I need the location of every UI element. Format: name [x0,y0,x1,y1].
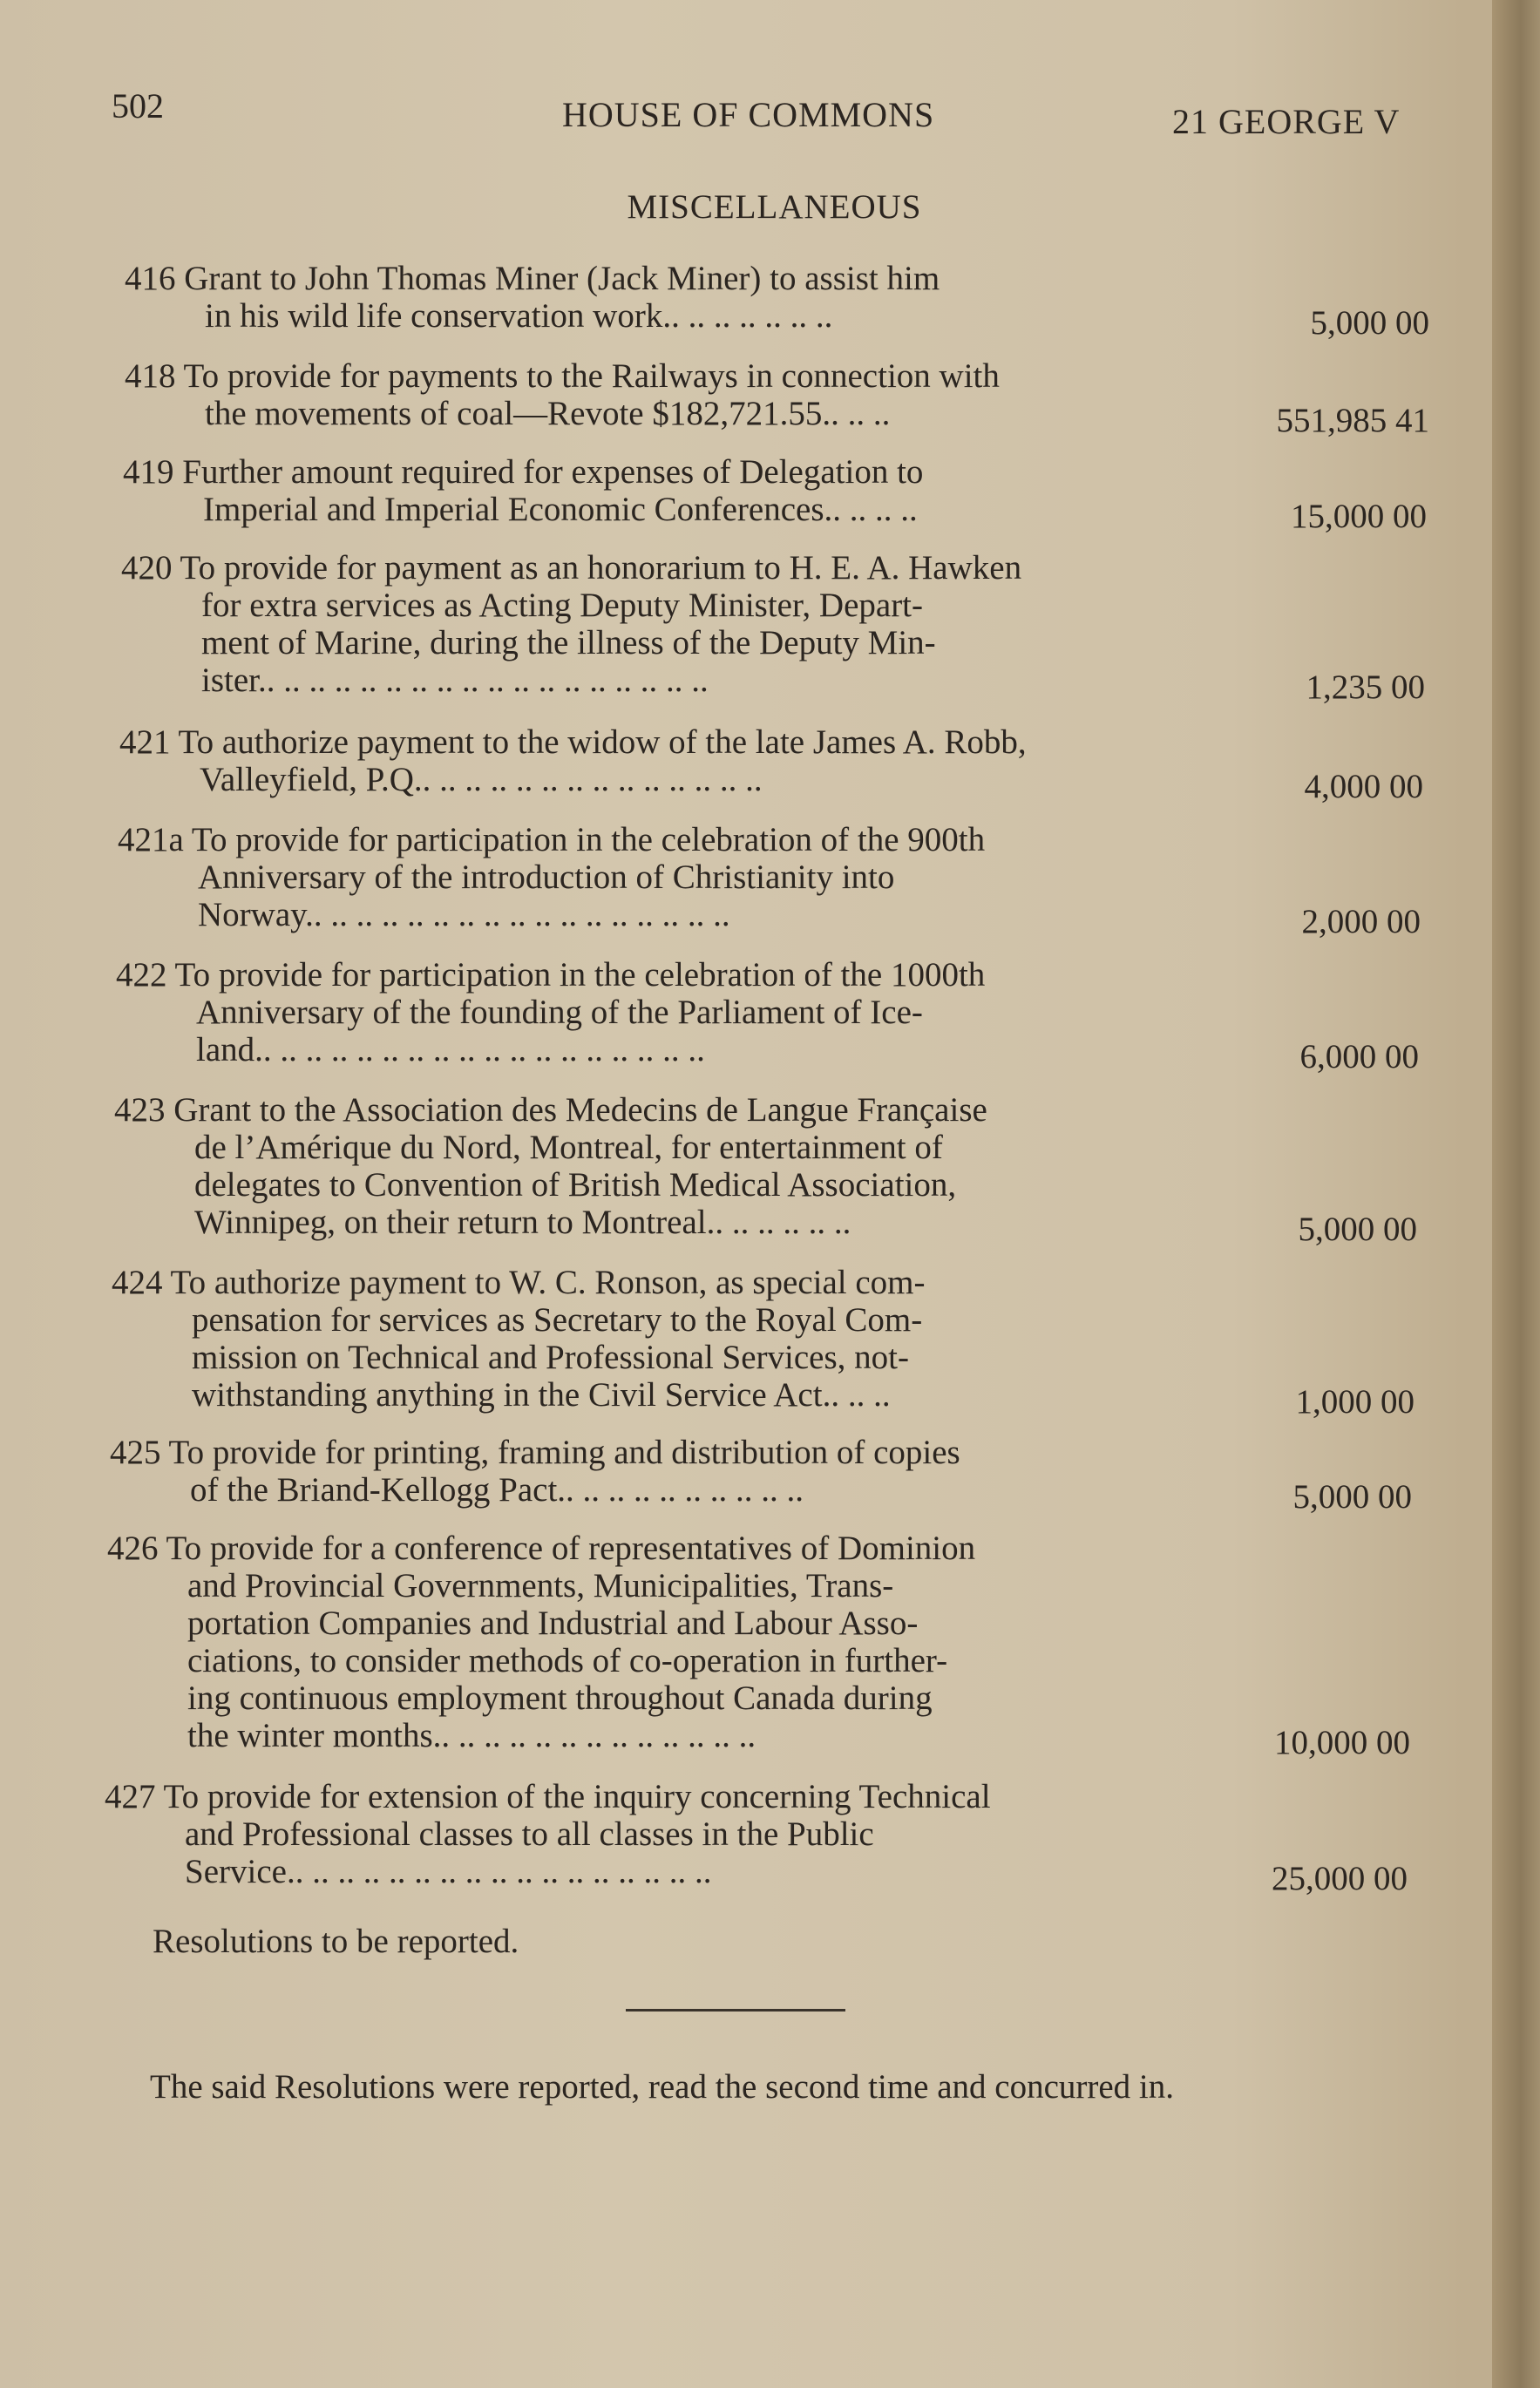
entry-text: the movements of coal—Revote $182,721.55.. .. .. [205,395,891,432]
entry-text: To provide for extension of the inquiry concerning Technical [163,1778,991,1815]
entry-line [112,1264,1253,1301]
entry-amount: 5,000 00 [1292,1478,1412,1516]
entry-number: 420 [121,549,173,587]
entry-line [114,1091,1256,1129]
entry-line [121,587,1263,624]
entry-amount: 6,000 00 [1299,1038,1419,1075]
entry-number: 416 [125,260,176,297]
entry-line [121,624,1263,661]
regnal-year: 21 GEORGE V [1172,102,1401,141]
entry-text: mission on Technical and Professional Services, not- [192,1339,909,1376]
entry-line [125,260,1266,297]
entry-line [123,453,1265,491]
entry-line [107,1679,1249,1717]
entry-text: portation Companies and Industrial and Labour Asso- [187,1604,919,1642]
entry-text: de l’Amérique du Nord, Montreal, for entertainment of [194,1129,943,1166]
entry-line [119,723,1261,761]
entry-number: 421 [119,723,171,761]
entry-amount: 1,235 00 [1306,668,1425,706]
entry-line [116,1031,1258,1068]
entry-text: Anniversary of the introduction of Christianity into [198,858,895,896]
entry-number: 427 [105,1778,156,1815]
entry-amount: 1,000 00 [1295,1383,1414,1421]
entry-line [121,549,1263,587]
entry-text: Norway.. .. .. .. .. .. .. .. .. .. .. .. .. .. .. .. .. [198,896,730,933]
entry-line [112,1301,1253,1339]
resolutions-note: Resolutions to be reported. [153,1923,519,1960]
entry-line [119,761,1261,798]
entry-description [118,821,1259,933]
entry-description [116,956,1258,1068]
entry-text: Valleyfield, P.Q.. .. .. .. .. .. .. .. .. .. .. .. .. .. [200,761,763,798]
entry-line [118,896,1259,933]
entry-line [107,1717,1249,1754]
concluding-text: The said Resolutions were reported, read the second time and concurred in. [150,2068,1175,2106]
entry-text: To provide for payments to the Railways in connection with [183,357,1000,395]
entry-description [112,1264,1253,1414]
entry-text: To authorize payment to the widow of the late James A. Robb, [178,723,1027,761]
entry-text: To provide for participation in the celebration of the 1000th [174,956,986,994]
entry-text: of the Briand-Kellogg Pact.. .. .. .. .. .. .. .. .. .. [190,1471,804,1509]
entry-number: 426 [107,1530,159,1567]
entry-text: pensation for services as Secretary to the Royal Com- [192,1301,923,1339]
entry-line [112,1376,1253,1414]
page-header [0,85,1540,146]
entry-text: Grant to the Association des Medecins de Langue Française [173,1091,987,1129]
entry-text: Service.. .. .. .. .. .. .. .. .. .. .. .. .. .. .. .. .. [185,1853,712,1890]
entry-text: To authorize payment to W. C. Ronson, as special com- [170,1264,926,1301]
page-number: 502 [112,86,164,126]
entry-text: ister.. .. .. .. .. .. .. .. .. .. .. .. .. .. .. .. .. .. [201,661,709,699]
entry-line [118,821,1259,858]
entry-text: Winnipeg, on their return to Montreal.. .. .. .. .. .. [194,1204,851,1241]
entry-line [107,1642,1249,1679]
entry-text: ment of Marine, during the illness of the Deputy Min- [201,624,936,661]
entry-number: 418 [125,357,176,395]
entry-text: Further amount required for expenses of Delegation to [182,453,924,491]
entry-line [114,1204,1256,1241]
entry-line [114,1129,1256,1166]
entry-description [119,723,1261,798]
entry-line [105,1778,1246,1815]
entry-line [116,994,1258,1031]
entry-line [116,956,1258,994]
entry-number: 421a [118,821,184,858]
entry-text: in his wild life conservation work.. .. .. .. .. .. .. [205,297,833,335]
entry-text: To provide for printing, framing and distribution of copies [168,1434,960,1471]
entry-text: Grant to John Thomas Miner (Jack Miner) to assist him [184,260,940,297]
entry-text: delegates to Convention of British Medical Association, [194,1166,957,1204]
entry-text: ing continuous employment throughout Canada during [187,1679,933,1717]
entry-line [125,357,1266,395]
entry-description [107,1530,1249,1754]
entry-amount: 15,000 00 [1291,498,1427,535]
entry-description [114,1091,1256,1241]
entry-text: To provide for payment as an honorarium to H. E. A. Hawken [180,549,1022,587]
entry-line [107,1567,1249,1604]
entry-text: Imperial and Imperial Economic Conferences.. .. .. .. [203,491,918,528]
entry-text: land.. .. .. .. .. .. .. .. .. .. .. .. .. .. .. .. .. .. [196,1031,705,1068]
entry-line [105,1853,1246,1890]
entry-line [112,1339,1253,1376]
book-spine-edge [1492,0,1540,2388]
entry-description [110,1434,1252,1509]
entry-text: and Provincial Governments, Municipalities, Trans- [187,1567,894,1604]
section-title: MISCELLANEOUS [627,188,922,226]
entry-number: 423 [114,1091,166,1129]
entry-text: for extra services as Acting Deputy Minister, Depart- [201,587,924,624]
entry-line [110,1434,1252,1471]
entry-line [118,858,1259,896]
divider-rule [626,2009,845,2011]
entry-line [105,1815,1246,1853]
entry-text: Anniversary of the founding of the Parliament of Ice- [196,994,923,1031]
entry-line [125,395,1266,432]
entry-line [123,491,1265,528]
entry-description [121,549,1263,699]
running-title: HOUSE OF COMMONS [562,95,935,134]
entry-amount: 10,000 00 [1274,1724,1410,1761]
entry-text: the winter months.. .. .. .. .. .. .. .. .. .. .. .. .. [187,1717,756,1754]
entry-line [125,297,1266,335]
entry-amount: 5,000 00 [1310,304,1429,342]
entry-amount: 5,000 00 [1298,1211,1417,1248]
entry-number: 422 [116,956,167,994]
entry-description [123,453,1265,528]
entry-number: 425 [110,1434,161,1471]
entry-description [125,260,1266,335]
entry-line [110,1471,1252,1509]
entry-line [121,661,1263,699]
entry-line [114,1166,1256,1204]
entry-description [105,1778,1246,1890]
entry-text: ciations, to consider methods of co-operation in further- [187,1642,948,1679]
entry-text: To provide for participation in the celebration of the 900th [191,821,986,858]
entry-amount: 551,985 41 [1276,402,1429,439]
entry-amount: 25,000 00 [1272,1860,1408,1897]
entry-text: withstanding anything in the Civil Service Act.. .. .. [192,1376,891,1414]
entry-text: and Professional classes to all classes in the Public [185,1815,874,1853]
entry-amount: 2,000 00 [1301,903,1421,940]
entry-line [107,1604,1249,1642]
entry-amount: 4,000 00 [1304,768,1423,805]
entry-line [107,1530,1249,1567]
entry-description [125,357,1266,432]
entry-number: 424 [112,1264,163,1301]
entry-text: To provide for a conference of representatives of Dominion [166,1530,976,1567]
entry-number: 419 [123,453,174,491]
